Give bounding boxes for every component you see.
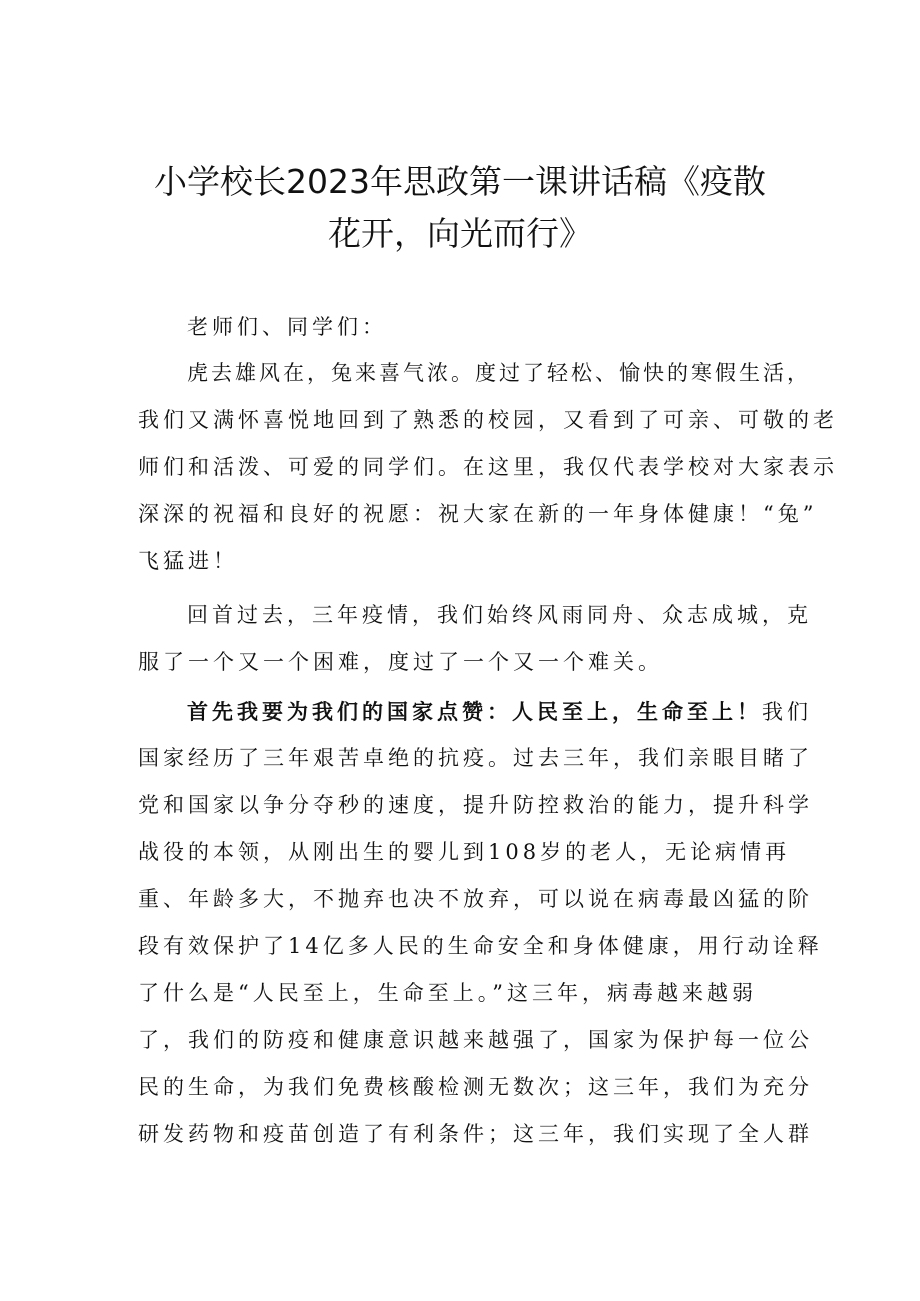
para3-line-9: 民的生命，为我们免费核酸检测无数次；这三年，我们为充分	[138, 1075, 813, 1099]
para1-line-2: 我们又满怀喜悦地回到了熟悉的校园，又看到了可亲、可敬的老	[138, 408, 838, 432]
para3-line-6: 段有效保护了14亿多人民的生命安全和身体健康，用行动诠释	[138, 934, 823, 958]
para3-lead-text: 我们	[762, 700, 812, 724]
title-line-2: 花开，向光而行》	[328, 214, 592, 253]
para1-line-5: 飞猛进！	[138, 549, 238, 573]
para1-line-3: 师们和活泼、可爱的同学们。在这里，我仅代表学校对大家表示	[138, 455, 838, 479]
para2-line-1: 回首过去，三年疫情，我们始终风雨同舟、众志成城，克	[187, 603, 812, 627]
para2-line-2: 服了一个又一个困难，度过了一个又一个难关。	[138, 650, 663, 674]
title-line-1: 小学校长2023年思政第一课讲话稿《疫散	[154, 162, 766, 201]
para3-line-2: 国家经历了三年艰苦卓绝的抗疫。过去三年，我们亲眼目睹了	[138, 746, 813, 770]
para3-bold-text: 首先我要为我们的国家点赞：人民至上，生命至上！	[187, 699, 762, 724]
para3-line-7: 了什么是“人民至上，生命至上。”这三年，病毒越来越弱	[138, 981, 757, 1005]
para3-line-3: 党和国家以争分夺秒的速度，提升防控救治的能力，提升科学	[138, 793, 813, 817]
para3-line-8: 了，我们的防疫和健康意识越来越强了，国家为保护每一位公	[138, 1028, 813, 1052]
greeting: 老师们、同学们：	[187, 315, 387, 339]
para3-line-4: 战役的本领，从刚出生的婴儿到108岁的老人，无论病情再	[138, 840, 791, 864]
para1-line-1: 虎去雄风在，兔来喜气浓。度过了轻松、愉快的寒假生活，	[187, 361, 811, 385]
para3-line-10: 研发药物和疫苗创造了有利条件；这三年，我们实现了全人群	[138, 1122, 813, 1146]
para1-line-4: 深深的祝福和良好的祝愿：祝大家在新的一年身体健康！“兔”	[138, 502, 818, 526]
para3-line-1	[187, 697, 812, 727]
para3-line-5: 重、年龄多大，不抛弃也决不放弃，可以说在病毒最凶猛的阶	[138, 887, 813, 911]
